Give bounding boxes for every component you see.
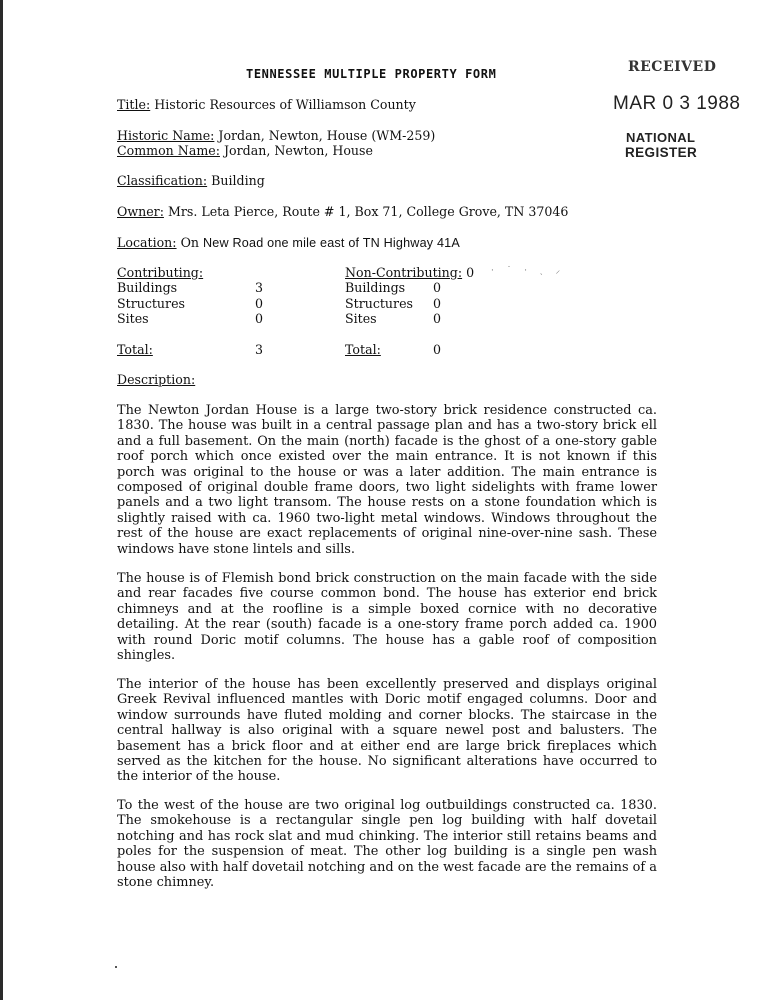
form-title: TENNESSEE MULTIPLE PROPERTY FORM <box>246 67 497 81</box>
row-contrib-structures: 0 <box>255 296 264 311</box>
location-on: On <box>180 235 199 250</box>
noncontributing-header: Non-Contributing: <box>345 265 463 280</box>
scan-dot <box>115 966 117 968</box>
description-paragraph-1 <box>117 403 657 557</box>
location-value: New Road one mile east of TN Highway 41A <box>203 236 460 250</box>
row-nc-label-buildings: Buildings <box>345 280 406 295</box>
owner-label: Owner: <box>117 204 164 219</box>
row-noncontrib-sites: 0 <box>433 311 442 326</box>
description-paragraph-3 <box>117 677 657 785</box>
common-name-row <box>117 143 373 158</box>
total-contributing: 3 <box>255 342 264 357</box>
noncontributing-header-value: 0 <box>466 265 475 280</box>
owner-row <box>117 204 568 219</box>
row-label-sites: Sites <box>117 311 149 326</box>
owner-value: Mrs. Leta Pierce, Route # 1, Box 71, College Grove, TN 37046 <box>167 204 569 219</box>
location-row <box>117 235 460 251</box>
row-nc-label-structures: Structures <box>345 296 413 311</box>
total-label: Total: <box>117 342 153 357</box>
title-value: Historic Resources of Williamson County <box>154 97 416 112</box>
total-noncontributing: 0 <box>433 342 442 357</box>
row-label-buildings: Buildings <box>117 280 178 295</box>
paragraph-text: The interior of the house has been excellently preserved and displays original Greek Revival influenced mantles with Doric motif engaged columns. Door and window surrounds have fluted molding and corner blocks. The staircase in the central hallway is also original with a square newel post and balusters. The basement has a brick floor and at either end are large brick fireplaces which served as the kitchen for the house. No significant alterations have occurred to the interior of the house. <box>117 677 657 785</box>
received-stamp: RECEIVED <box>628 59 717 75</box>
title-row <box>117 97 416 112</box>
paragraph-text: The Newton Jordan House is a large two-story brick residence constructed ca. 1830. The house was built in a central passage plan and has a two-story brick ell and a full basement. On the main (north) facade is the ghost of a one-story gable roof porch which once existed over the main entrance. It is not known if this porch was original to the house or was a later addition. The main entrance is composed of original double frame doors, two light sidelights with frame lower panels and a two light transom. The house rests on a stone foundation which is slightly raised with ca. 1960 two-light metal windows. Windows throughout the rest of the house are exact replacements of original nine-over-nine sash. These windows have stone lintels and sills. <box>117 403 657 557</box>
row-label-structures: Structures <box>117 296 185 311</box>
location-label: Location: <box>117 235 177 250</box>
row-nc-label-sites: Sites <box>345 311 377 326</box>
title-label: Title: <box>117 97 151 112</box>
paragraph-text: The house is of Flemish bond brick construction on the main facade with the side and rear facades five course common bond. The house has exterior end brick chimneys and at the roofline is a simple boxed cornice with no decorative detailing. At the rear (south) facade is a one-story frame porch added ca. 1900 with round Doric motif columns. The house has a gable roof of composition shingles. <box>117 571 657 664</box>
common-name-value: Jordan, Newton, House <box>223 143 373 158</box>
row-contrib-buildings: 3 <box>255 280 264 295</box>
historic-name-row <box>117 128 435 143</box>
stamp-national: NATIONAL <box>626 130 696 145</box>
description-paragraph-2 <box>117 571 657 663</box>
classification-label: Classification: <box>117 173 208 188</box>
row-contrib-sites: 0 <box>255 311 264 326</box>
row-noncontrib-buildings: 0 <box>433 280 442 295</box>
historic-name-value: Jordan, Newton, House (WM-259) <box>218 128 436 143</box>
description-paragraph-4 <box>117 798 657 890</box>
paragraph-text: To the west of the house are two original log outbuildings constructed ca. 1830. The smokehouse is a rectangular single pen log building with half dovetail notching and has rock slat and mud chinking. The interior still retains beams and poles for the suspension of meat. The other log building is a single pen wash house also with half dovetail notching and on the west facade are the remains of a stone chimney. <box>117 798 657 891</box>
scan-specks: · ˙ · ˎ ⸝ <box>491 266 566 276</box>
common-name-label: Common Name: <box>117 143 220 158</box>
description-heading: Description: <box>117 372 196 387</box>
classification-row <box>117 173 265 188</box>
received-date-stamp: MAR 0 3 1988 <box>613 93 741 114</box>
noncontributing-header-row <box>345 265 474 280</box>
contributing-header: Contributing: <box>117 265 204 280</box>
historic-name-label: Historic Name: <box>117 128 215 143</box>
classification-value: Building <box>211 173 265 188</box>
stamp-register: REGISTER <box>625 145 698 160</box>
row-noncontrib-structures: 0 <box>433 296 442 311</box>
nc-total-label: Total: <box>345 342 381 357</box>
